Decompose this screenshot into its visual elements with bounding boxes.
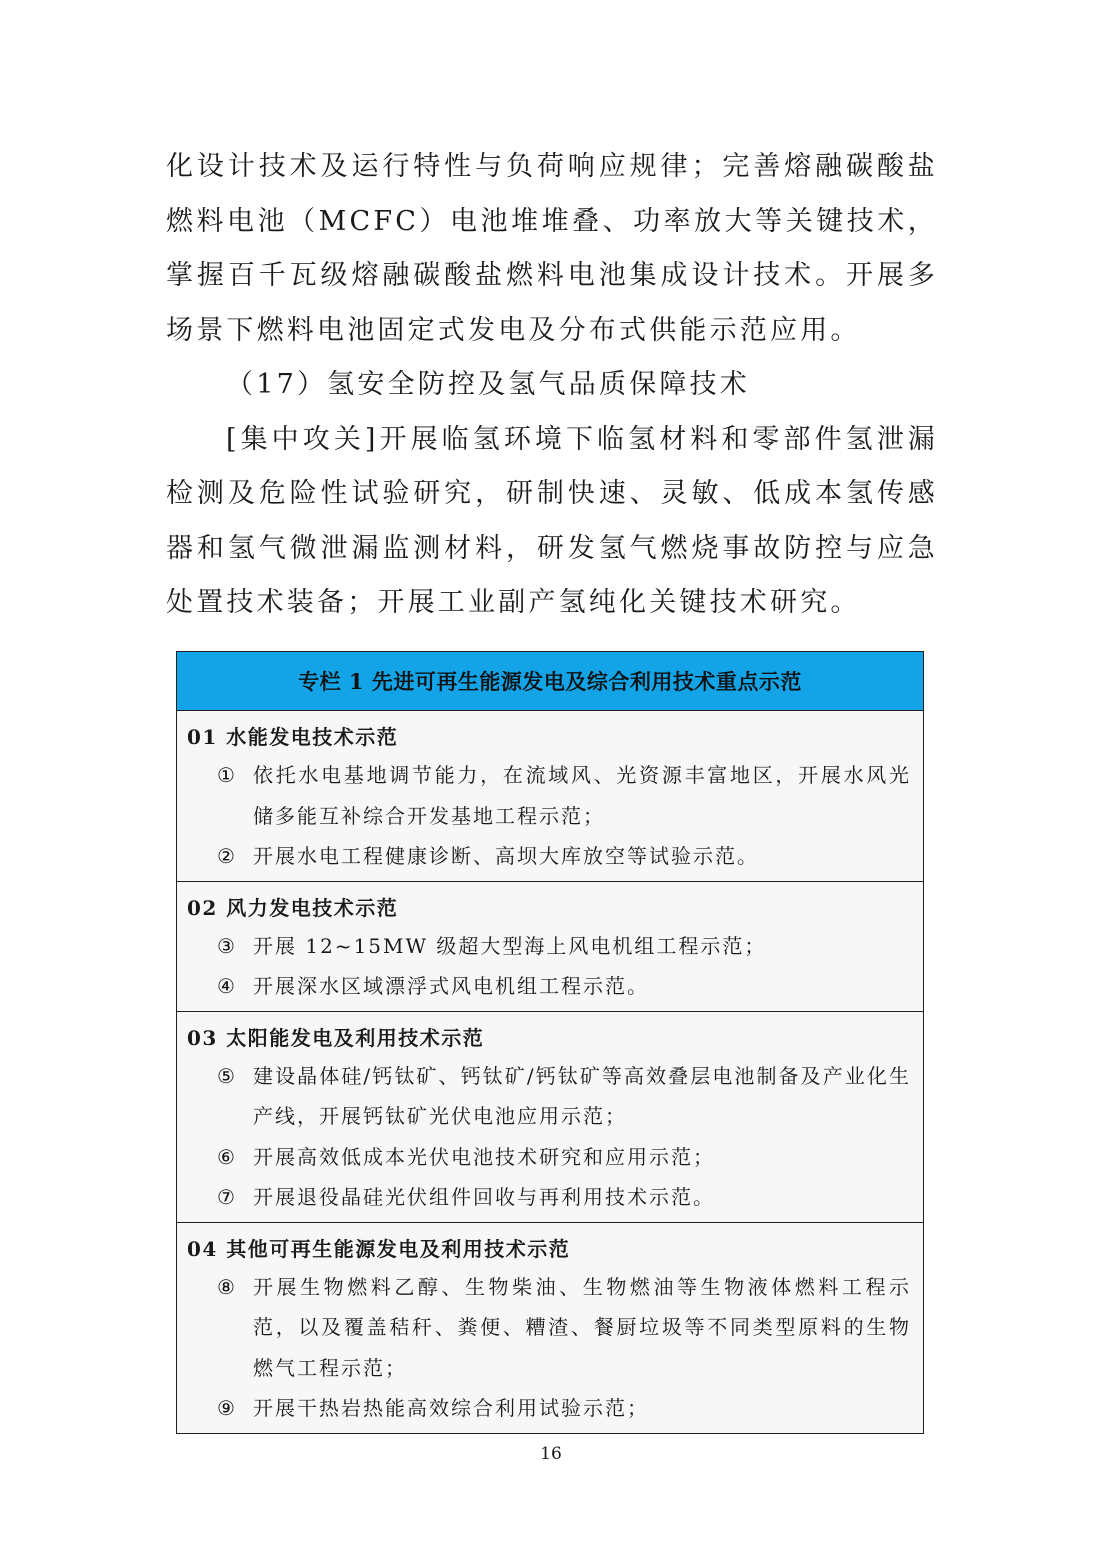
section-other-renewables bbox=[177, 1223, 923, 1433]
item-number: ① bbox=[217, 763, 237, 787]
item-number: ⑧ bbox=[217, 1274, 237, 1299]
list-item bbox=[187, 1267, 911, 1389]
item-text: 开展退役晶硅光伏组件回收与再利用技术示范。 bbox=[253, 1185, 715, 1209]
list-item bbox=[187, 1137, 911, 1178]
paragraph-continued: 化设计技术及运行特性与负荷响应规律；完善熔融碳酸盐燃料电池（MCFC）电池堆堆叠、功率放大等关键技术，掌握百千瓦级熔融碳酸盐燃料电池集成设计技术。开展多场景下燃料电池固定式发电及分布式供能示范应用。 bbox=[166, 151, 938, 346]
list-item bbox=[187, 926, 911, 967]
item-number: ⑦ bbox=[217, 1185, 237, 1209]
item-number: ⑤ bbox=[217, 1063, 237, 1088]
box-title: 专栏 1 先进可再生能源发电及综合利用技术重点示范 bbox=[177, 652, 923, 711]
section-heading-17: （17）氢安全防控及氢气品质保障技术 bbox=[226, 369, 750, 400]
item-number: ③ bbox=[217, 933, 237, 958]
special-column-box bbox=[176, 651, 924, 1434]
item-text: 开展水电工程健康诊断、高坝大库放空等试验示范。 bbox=[253, 844, 759, 868]
item-number: ② bbox=[217, 844, 237, 868]
paragraph-key-research: [集中攻关]开展临氢环境下临氢材料和零部件氢泄漏检测及危险性试验研究，研制快速、灵敏、低成本氢传感器和氢气微泄漏监测材料，研发氢气燃烧事故防控与应急处置技术装备；开展工业副产氢纯化关键技术研究。 bbox=[166, 423, 938, 618]
page-number: 16 bbox=[540, 1444, 562, 1464]
section-title: 03 太阳能发电及利用技术示范 bbox=[187, 1025, 485, 1050]
list-item bbox=[187, 1388, 911, 1429]
list-item bbox=[187, 1056, 911, 1137]
item-text: 依托水电基地调节能力，在流域风、光资源丰富地区，开展水风光储多能互补综合开发基地工程示范； bbox=[253, 763, 911, 828]
section-title: 04 其他可再生能源发电及利用技术示范 bbox=[187, 1236, 571, 1261]
body-text bbox=[166, 140, 938, 631]
item-text: 开展 12~15MW 级超大型海上风电机组工程示范； bbox=[253, 933, 767, 958]
list-item bbox=[187, 966, 911, 1007]
item-number: ④ bbox=[217, 974, 237, 998]
section-hydropower bbox=[177, 711, 923, 882]
item-text: 建设晶体硅/钙钛矿、钙钛矿/钙钛矿等高效叠层电池制备及产业化生产线，开展钙钛矿光伏电池应用示范； bbox=[253, 1063, 911, 1128]
item-text: 开展干热岩热能高效综合利用试验示范； bbox=[253, 1396, 649, 1420]
item-number: ⑥ bbox=[217, 1144, 237, 1169]
section-wind-power bbox=[177, 882, 923, 1012]
section-solar-power bbox=[177, 1012, 923, 1223]
list-item bbox=[187, 1177, 911, 1218]
list-item bbox=[187, 836, 911, 877]
section-title: 02 风力发电技术示范 bbox=[187, 895, 399, 920]
item-text: 开展高效低成本光伏电池技术研究和应用示范； bbox=[253, 1144, 715, 1169]
section-title: 01 水能发电技术示范 bbox=[187, 725, 399, 749]
item-text: 开展深水区域漂浮式风电机组工程示范。 bbox=[253, 974, 649, 998]
item-text: 开展生物燃料乙醇、生物柴油、生物燃油等生物液体燃料工程示范，以及覆盖秸秆、粪便、糟渣、餐厨垃圾等不同类型原料的生物燃气工程示范； bbox=[253, 1274, 911, 1380]
list-item bbox=[187, 755, 911, 836]
item-number: ⑨ bbox=[217, 1396, 237, 1420]
